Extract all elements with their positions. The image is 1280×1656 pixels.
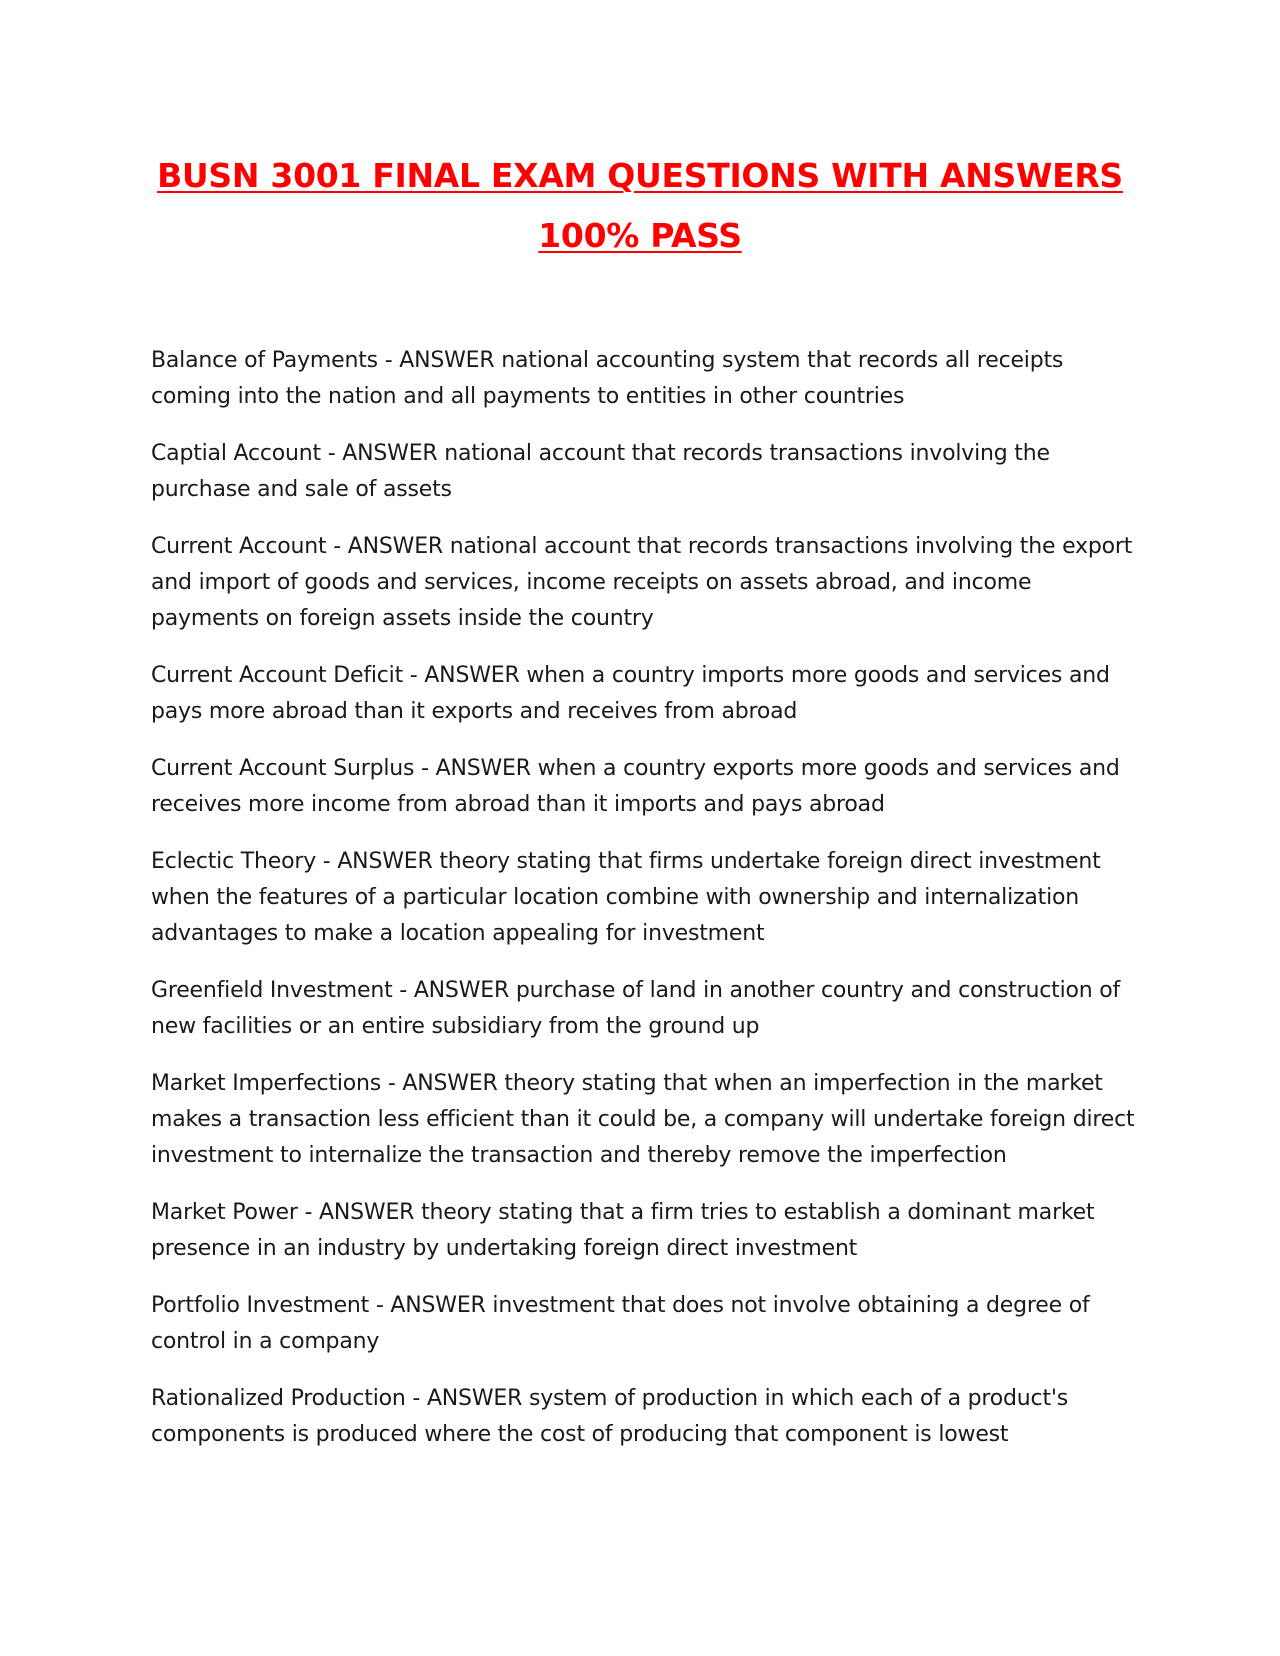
definition-entry: Portfolio Investment - ANSWER investment that does not involve obtaining a degree of control in a company	[151, 1293, 1090, 1354]
definition-entry: Current Account Surplus - ANSWER when a country exports more goods and services and receives more income from abroad than it imports and pays abroad	[151, 756, 1120, 817]
definition-entry: Captial Account - ANSWER national account that records transactions involving the purchase and sale of assets	[151, 441, 1050, 502]
definition-entry: Current Account Deficit - ANSWER when a country imports more goods and services and pays more abroad than it exports and receives from abroad	[151, 663, 1110, 724]
document-title	[140, 146, 1140, 266]
definition-entry: Eclectic Theory - ANSWER theory stating that firms undertake foreign direct investment when the features of a particular location combine with ownership and internalization advantages to make a location appealing for investment	[151, 849, 1101, 946]
definition-entry: Balance of Payments - ANSWER national accounting system that records all receipts coming into the nation and all payments to entities in other countries	[151, 348, 1064, 409]
definition-entry: Market Imperfections - ANSWER theory stating that when an imperfection in the market makes a transaction less efficient than it could be, a company will undertake foreign direct investment to internalize the transaction and thereby remove the imperfection	[151, 1071, 1135, 1168]
title-line-1: BUSN 3001 FINAL EXAM QUESTIONS WITH ANSWERS	[157, 156, 1123, 195]
definition-entry: Market Power - ANSWER theory stating that a firm tries to establish a dominant market presence in an industry by undertaking foreign direct investment	[151, 1200, 1095, 1261]
definition-entry: Rationalized Production - ANSWER system of production in which each of a product's components is produced where the cost of producing that component is lowest	[151, 1386, 1068, 1447]
definition-list	[151, 343, 1141, 1474]
definition-entry: Current Account - ANSWER national account that records transactions involving the export and import of goods and services, income receipts on assets abroad, and income payments on foreign assets inside the country	[151, 534, 1133, 631]
title-line-2: 100% PASS	[538, 216, 742, 255]
definition-entry: Greenfield Investment - ANSWER purchase of land in another country and construction of new facilities or an entire subsidiary from the ground up	[151, 978, 1121, 1039]
